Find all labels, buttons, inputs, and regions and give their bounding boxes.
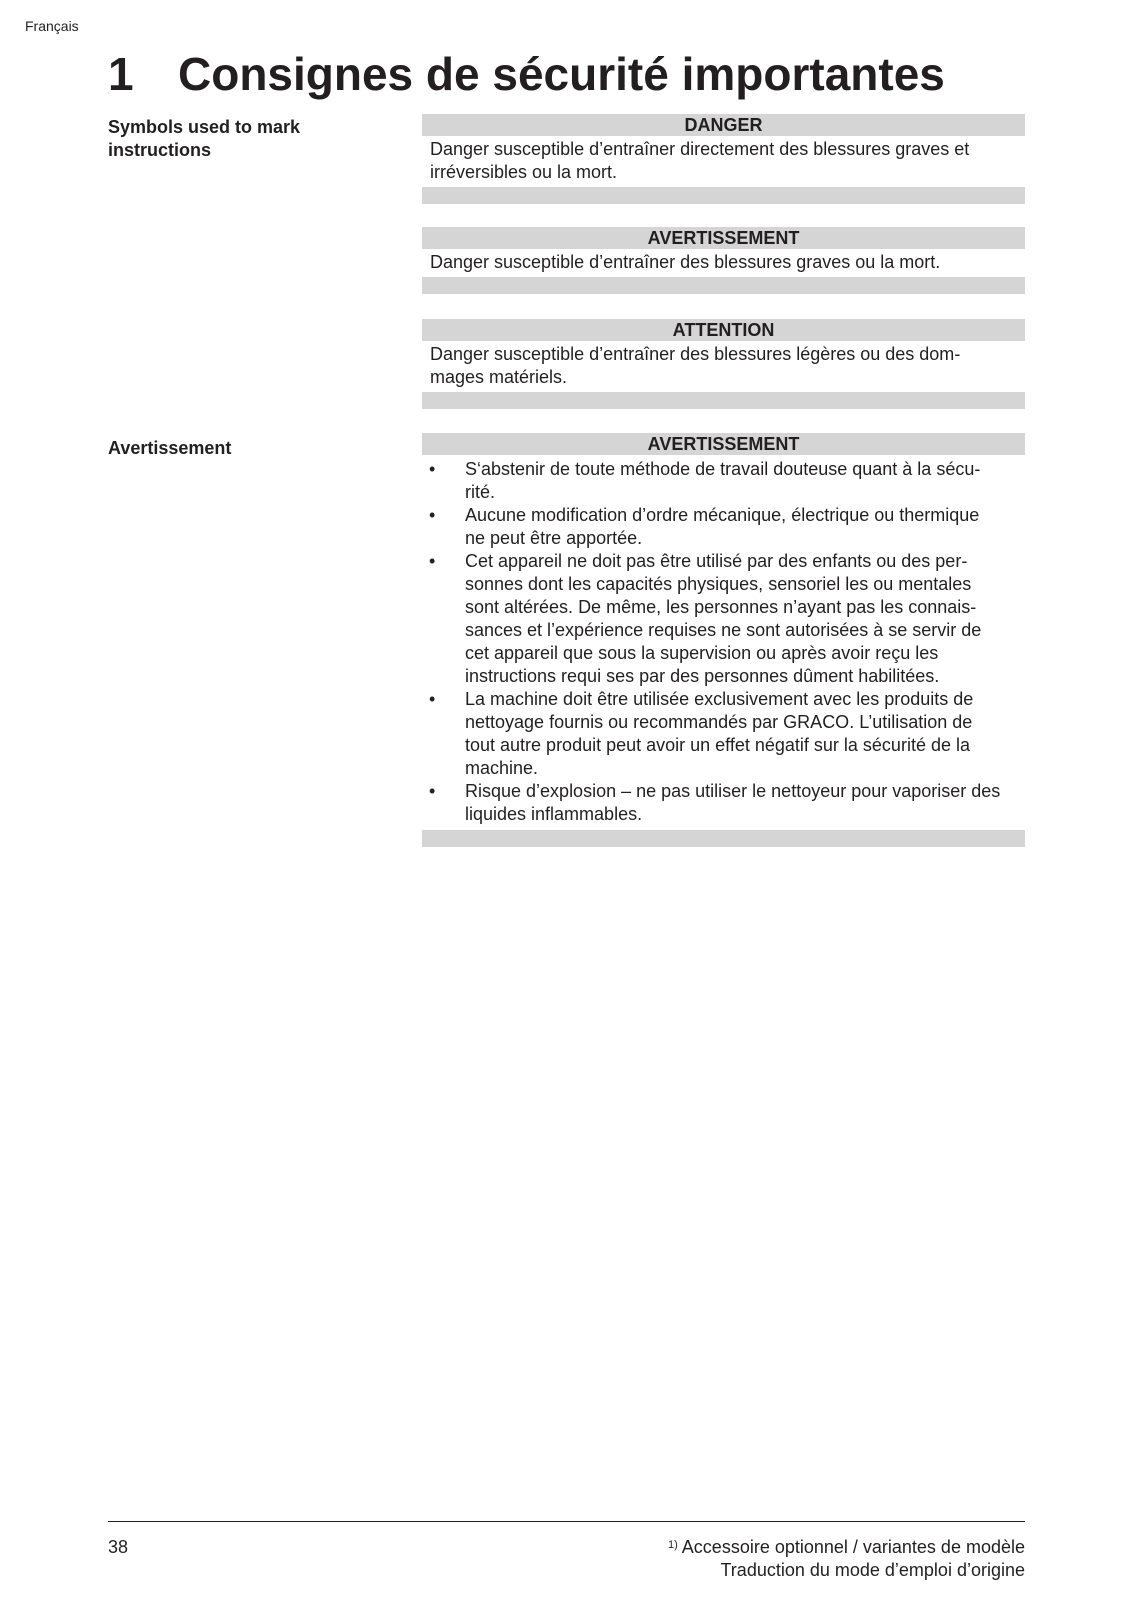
footer-notes [668, 1536, 1025, 1582]
attention-notice-title: ATTENTION [422, 319, 1025, 341]
bullet-icon: • [429, 689, 436, 709]
avertissement-notice [422, 227, 1025, 294]
warning-item-text: La machine doit être utilisée exclusivement avec les produits de nettoyage fournis ou recommandés par GRACO. L’utilisation de tout autre produit peut avoir un effet négatif sur la sécurité de la machine. [465, 689, 974, 778]
danger-notice-bar [422, 187, 1025, 204]
chapter-title-text: Consignes de sécurité importantes [178, 48, 945, 100]
danger-notice [422, 114, 1025, 204]
footnote-line [668, 1536, 1025, 1559]
warning-item-text: Aucune modification d’ordre mécanique, électrique ou thermique ne peut être apportée. [465, 505, 980, 548]
avertissement-notice-bar [422, 277, 1025, 294]
chapter-number: 1 [108, 48, 134, 100]
warning-list-item [422, 780, 1003, 826]
attention-notice-text: Danger susceptible d’entraîner des blessures légères ou des dommages matériels. [430, 344, 961, 387]
language-label: Français [25, 18, 79, 34]
attention-notice [422, 319, 1025, 409]
danger-notice-text: Danger susceptible d’entraîner directement des blessures graves et irréversibles ou la mort. [430, 139, 970, 182]
warning-box [422, 433, 1025, 847]
warning-list-item [422, 504, 1003, 550]
avertissement-notice-text: Danger susceptible d’entraîner des blessures graves ou la mort. [430, 252, 941, 272]
avertissement-notice-title: AVERTISSEMENT [422, 227, 1025, 249]
footnote-marker: 1) [668, 1539, 678, 1551]
bullet-icon: • [429, 459, 436, 479]
page-number: 38 [108, 1537, 129, 1557]
attention-notice-bar [422, 392, 1025, 409]
bullet-icon: • [429, 551, 436, 571]
footnote-text: Accessoire optionnel / variantes de modèle [681, 1537, 1025, 1557]
bullet-icon: • [429, 781, 436, 801]
warning-list-item [422, 688, 1003, 780]
warning-section-label: Avertissement [108, 438, 232, 458]
warning-box-bar [422, 830, 1025, 847]
warning-item-text: S‘abstenir de toute méthode de travail douteuse quant à la sécurité. [465, 459, 981, 502]
bullet-icon: • [429, 505, 436, 525]
translation-note: Traduction du mode d’emploi d’origine [720, 1560, 1025, 1580]
symbols-section-label: Symbols used to mark instructions [108, 117, 301, 160]
footer-divider [108, 1521, 1025, 1522]
warning-list [422, 455, 1025, 830]
warning-box-title: AVERTISSEMENT [422, 433, 1025, 455]
warning-list-item [422, 458, 1003, 504]
warning-item-text: Risque d’explosion – ne pas utiliser le nettoyeur pour vaporiser des liquides inflammables. [465, 781, 1001, 824]
warning-item-text: Cet appareil ne doit pas être utilisé par des enfants ou des personnes dont les capacités physiques, sensoriel les ou mentales sont altérées. De même, les personnes n’ayant pas les connaissances et l’expérience requises ne sont autorisées à se servir de cet appareil que sous la supervision ou après avoir reçu les instructions requi ses par des personnes dûment habilitées. [465, 551, 982, 686]
warning-list-item [422, 550, 1003, 688]
chapter-title [108, 44, 945, 104]
danger-notice-title: DANGER [422, 114, 1025, 136]
